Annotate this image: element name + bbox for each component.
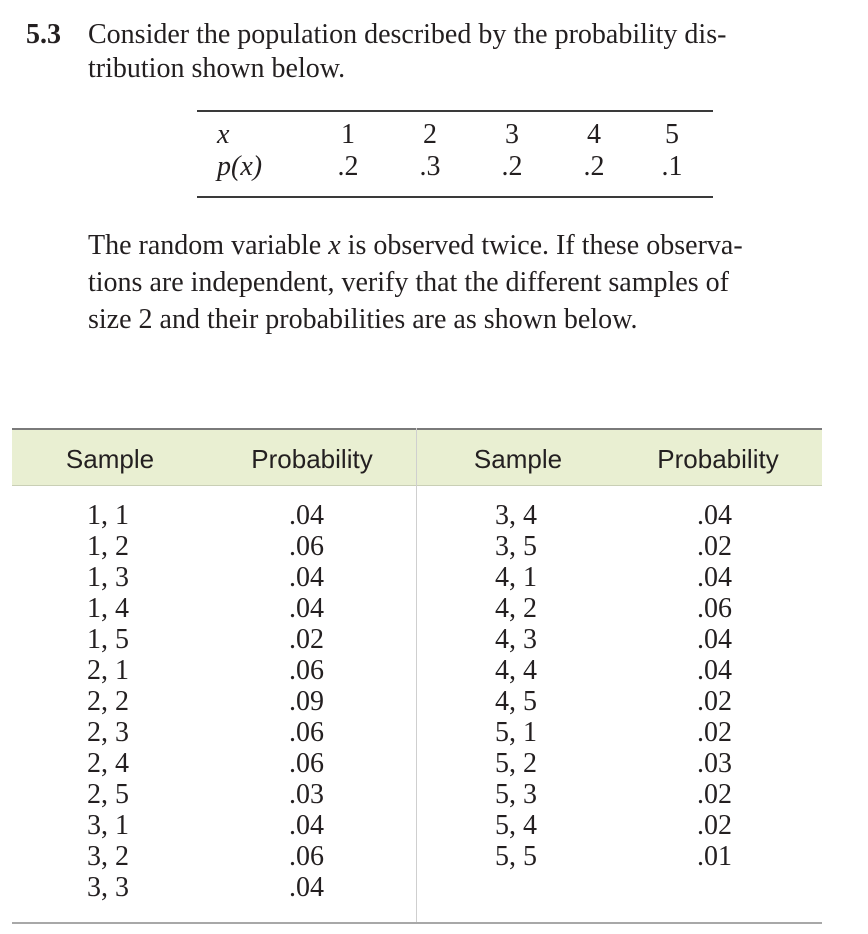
problem-number: 5.3 [26, 19, 61, 50]
probability-cell: .09 [289, 686, 324, 717]
right-sample-column [495, 500, 537, 872]
sample-table [12, 428, 822, 924]
probability-cell: .04 [697, 500, 732, 531]
p-value: .2 [501, 151, 523, 182]
left-sample-column [87, 500, 129, 903]
sample-cell: 2, 2 [87, 686, 129, 717]
probability-cell: .02 [697, 810, 732, 841]
x-value: 3 [505, 119, 519, 150]
probability-cell: .04 [697, 655, 732, 686]
probability-cell: .06 [289, 717, 324, 748]
header-probability: Probability [657, 444, 779, 474]
distribution-top-rule [197, 110, 713, 112]
p-value: .1 [661, 151, 683, 182]
x-value: 1 [341, 119, 355, 150]
sample-cell: 3, 5 [495, 531, 537, 562]
sample-cell: 2, 5 [87, 779, 129, 810]
x-value: 2 [423, 119, 437, 150]
p-value: .2 [337, 151, 359, 182]
distribution-bottom-rule [197, 196, 713, 198]
probability-cell: .02 [697, 531, 732, 562]
x-label: x [217, 119, 230, 150]
probability-cell: .06 [697, 593, 732, 624]
x-value: 4 [587, 119, 601, 150]
sample-cell: 2, 1 [87, 655, 129, 686]
probability-cell: .02 [289, 624, 324, 655]
probability-cell: .06 [289, 841, 324, 872]
probability-cell: .04 [289, 872, 324, 903]
probability-cell: .02 [697, 686, 732, 717]
sample-cell: 5, 4 [495, 810, 537, 841]
followup-text: is observed twice. If these observa- [340, 230, 743, 261]
followup-text: The random variable [88, 230, 329, 261]
followup-line [88, 228, 848, 265]
probability-cell: .04 [289, 810, 324, 841]
header-probability: Probability [251, 444, 373, 474]
sample-table-bottom-rule [12, 922, 822, 924]
sample-cell: 1, 4 [87, 593, 129, 624]
probability-cell: .03 [289, 779, 324, 810]
sample-cell: 5, 5 [495, 841, 537, 872]
sample-cell: 1, 1 [87, 500, 129, 531]
followup-line: tions are independent, verify that the different samples of [88, 267, 729, 298]
sample-cell: 1, 5 [87, 624, 129, 655]
left-probability-column [289, 500, 324, 903]
probability-cell: .06 [289, 531, 324, 562]
sample-cell: 4, 3 [495, 624, 537, 655]
p-value: .3 [419, 151, 441, 182]
probability-cell: .04 [697, 562, 732, 593]
sample-cell: 5, 2 [495, 748, 537, 779]
header-sample: Sample [65, 444, 155, 474]
sample-cell: 4, 5 [495, 686, 537, 717]
sample-cell: 3, 4 [495, 500, 537, 531]
probability-cell: .06 [289, 655, 324, 686]
sample-cell: 5, 1 [495, 717, 537, 748]
probability-cell: .03 [697, 748, 732, 779]
sample-cell: 2, 3 [87, 717, 129, 748]
intro-line: tribution shown below. [88, 53, 346, 84]
problem-intro [88, 18, 848, 86]
x-value: 5 [665, 119, 679, 150]
probability-cell: .04 [289, 593, 324, 624]
followup-line: size 2 and their probabilities are as shown below. [88, 304, 638, 335]
p-label: p(x) [217, 151, 263, 182]
sample-table-header [12, 428, 822, 486]
sample-cell: 5, 3 [495, 779, 537, 810]
sample-cell: 2, 4 [87, 748, 129, 779]
sample-cell: 1, 2 [87, 531, 129, 562]
sample-cell: 3, 1 [87, 810, 129, 841]
probability-cell: .01 [697, 841, 732, 872]
probability-cell: .04 [289, 562, 324, 593]
sample-cell: 4, 4 [495, 655, 537, 686]
sample-cell: 1, 3 [87, 562, 129, 593]
sample-cell: 4, 1 [495, 562, 537, 593]
sample-cell: 3, 3 [87, 872, 129, 903]
probability-cell: .06 [289, 748, 324, 779]
followup-paragraph [88, 228, 848, 339]
p-value: .2 [583, 151, 605, 182]
intro-line: Consider the population described by the probability dis- [88, 19, 727, 50]
right-probability-column [697, 500, 732, 872]
column-divider [416, 428, 417, 922]
variable-x: x [328, 230, 341, 261]
probability-cell: .04 [289, 500, 324, 531]
sample-cell: 4, 2 [495, 593, 537, 624]
probability-cell: .04 [697, 624, 732, 655]
probability-cell: .02 [697, 717, 732, 748]
header-sample: Sample [473, 444, 563, 474]
sample-cell: 3, 2 [87, 841, 129, 872]
probability-cell: .02 [697, 779, 732, 810]
